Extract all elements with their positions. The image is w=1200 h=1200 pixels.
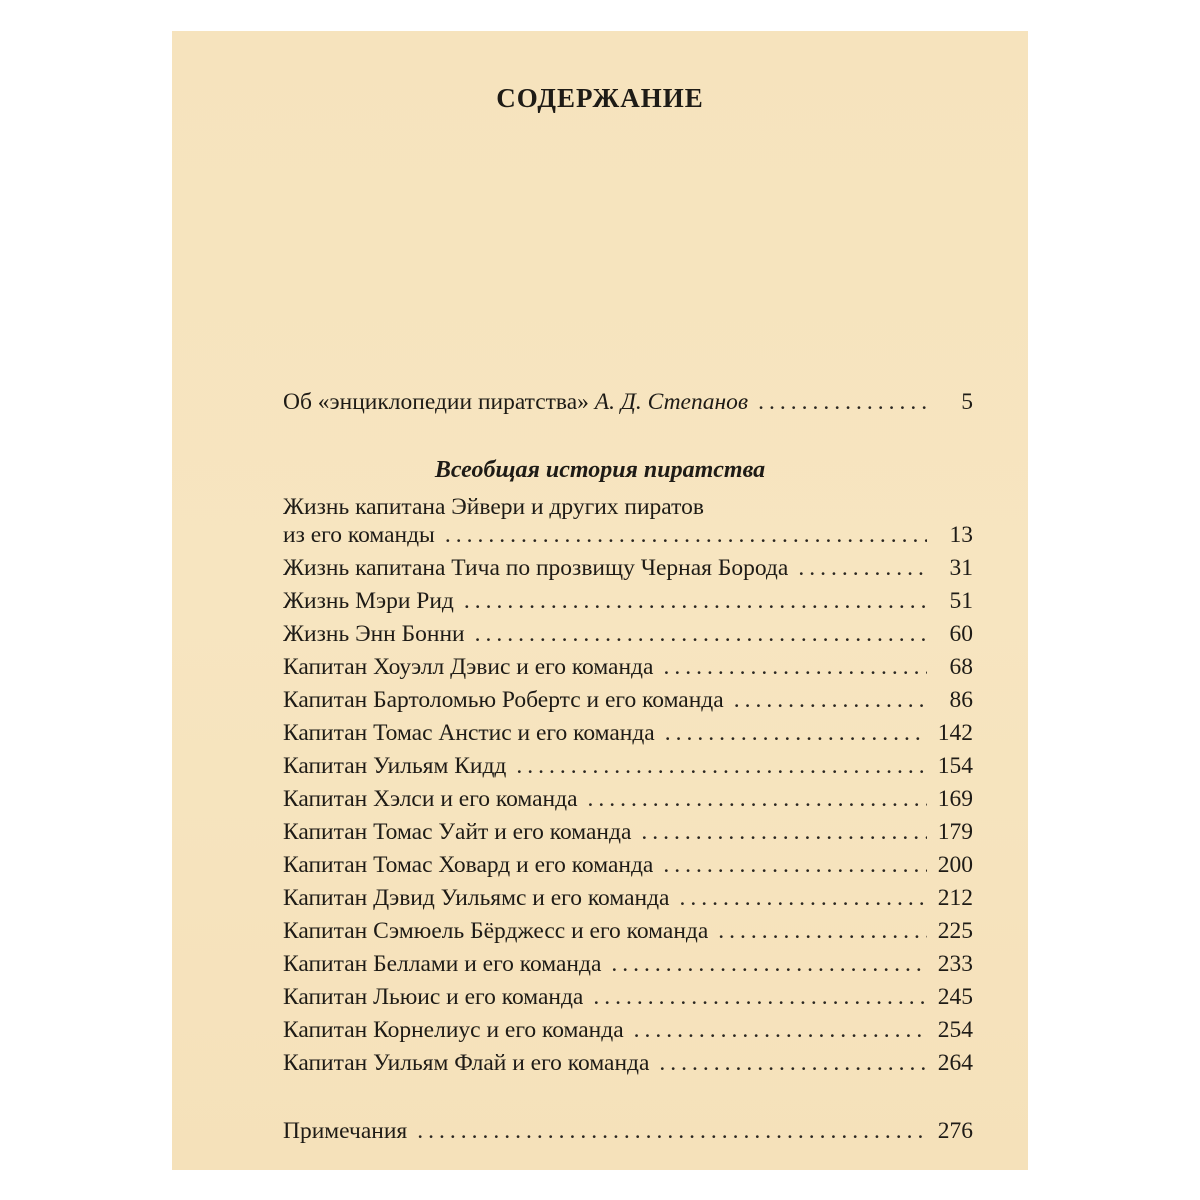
leader-dots — [588, 786, 927, 813]
book-page — [172, 31, 1028, 1170]
toc-entry — [283, 951, 973, 978]
toc-entry — [283, 984, 973, 1011]
toc-entry-text: Капитан Корнелиус и его команда — [283, 1017, 624, 1043]
toc-page-number: 68 — [949, 654, 973, 680]
toc-page-number: 233 — [937, 951, 973, 977]
toc-entry — [283, 1050, 973, 1077]
leader-dots — [659, 1050, 927, 1077]
toc-entry — [283, 1017, 973, 1044]
toc-entry — [283, 621, 973, 648]
toc-entry-text: Капитан Беллами и его команда — [283, 951, 602, 977]
toc-entry-text: Капитан Хэлси и его команда — [283, 786, 578, 812]
toc-entry-text: Капитан Дэвид Уильямс и его команда — [283, 885, 670, 911]
toc-page-number: 245 — [937, 984, 973, 1010]
toc-page-number: 13 — [949, 522, 973, 548]
toc-entry-text: Капитан Уильям Флай и его команда — [283, 1050, 650, 1076]
intro-title: Об «энциклопедии пиратства» — [283, 389, 589, 415]
toc-entry — [283, 654, 973, 681]
leader-dots — [663, 852, 927, 879]
leader-dots — [516, 753, 927, 780]
toc-entry — [283, 555, 973, 582]
toc-page-number: 154 — [937, 753, 973, 779]
toc-entry-text: Жизнь капитана Тича по прозвищу Черная Борода — [283, 555, 789, 581]
toc-entry — [283, 720, 973, 747]
toc-page-number: 86 — [949, 687, 973, 713]
toc-page-number: 5 — [961, 389, 973, 415]
toc-entry-text: Капитан Льюис и его команда — [283, 984, 584, 1010]
leader-dots — [634, 1017, 927, 1044]
leader-dots — [445, 522, 927, 549]
leader-dots — [611, 951, 927, 978]
toc-title: СОДЕРЖАНИЕ — [496, 83, 704, 113]
leader-dots — [464, 588, 927, 615]
toc-page-number: 225 — [937, 918, 973, 944]
toc-page-number: 31 — [949, 555, 973, 581]
leader-dots — [679, 885, 927, 912]
toc-page-number: 212 — [937, 885, 973, 911]
toc-entry — [283, 852, 973, 879]
toc-page-number: 51 — [949, 588, 973, 614]
leader-dots — [734, 687, 927, 714]
toc-entry-text: Жизнь Мэри Рид — [283, 588, 454, 614]
toc-entry-text: Жизнь Энн Бонни — [283, 621, 465, 647]
section-heading: Всеобщая история пиратства — [434, 457, 766, 483]
toc-page-number: 60 — [949, 621, 973, 647]
intro-author: А. Д. Степанов — [594, 389, 749, 415]
toc-entry-text: Примечания — [283, 1118, 408, 1144]
toc-entry-text: Капитан Сэмюель Бёрджесс и его команда — [283, 918, 709, 944]
toc-entry-text: Капитан Бартоломью Робертс и его команда — [283, 687, 724, 713]
toc-entry-intro — [283, 389, 973, 416]
toc-entry — [283, 753, 973, 780]
toc-entry-text: Капитан Томас Ховард и его команда — [283, 852, 654, 878]
toc-entry-text: Капитан Томас Уайт и его команда — [283, 819, 632, 845]
toc-page-number: 142 — [937, 720, 973, 746]
toc-page-number: 264 — [937, 1050, 973, 1076]
toc-entry — [283, 885, 973, 912]
toc-entry-text: Капитан Хоуэлл Дэвис и его команда — [283, 654, 654, 680]
toc-entry — [283, 819, 973, 846]
leader-dots — [758, 389, 927, 416]
toc-entry-text: Капитан Томас Анстис и его команда — [283, 720, 655, 746]
toc-entry — [283, 588, 973, 615]
leader-dots — [475, 621, 927, 648]
leader-dots — [663, 654, 927, 681]
toc-page-number: 200 — [937, 852, 973, 878]
toc-entry — [283, 918, 973, 945]
toc-entry-text: из его команды — [283, 522, 435, 548]
toc-page-number: 276 — [937, 1118, 973, 1144]
leader-dots — [665, 720, 927, 747]
leader-dots — [417, 1118, 927, 1145]
toc-page-number: 254 — [937, 1017, 973, 1043]
toc-entry-line1: Жизнь капитана Эйвери и других пиратов — [283, 494, 704, 520]
toc-entry-text: Капитан Уильям Кидд — [283, 753, 507, 779]
toc-entry — [283, 687, 973, 714]
leader-dots — [718, 918, 927, 945]
toc-entry-first — [283, 522, 973, 549]
leader-dots — [641, 819, 927, 846]
toc-entry-notes — [283, 1118, 973, 1145]
toc-entry — [283, 786, 973, 813]
leader-dots — [593, 984, 927, 1011]
toc-page-number: 179 — [937, 819, 973, 845]
toc-entry-text — [283, 389, 748, 416]
toc-page-number: 169 — [937, 786, 973, 812]
leader-dots — [798, 555, 927, 582]
